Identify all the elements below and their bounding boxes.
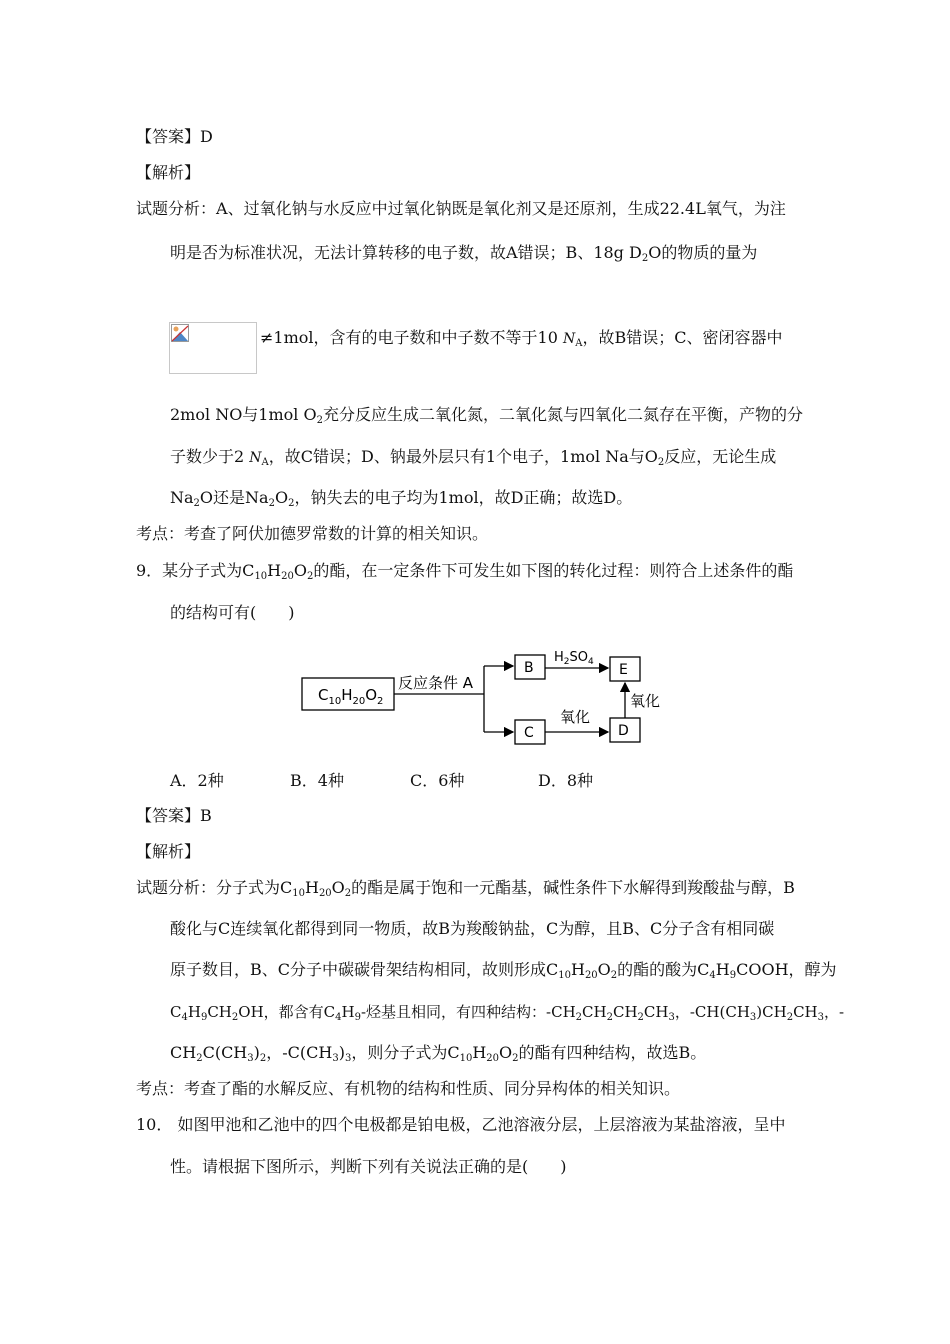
q9-analysis-line-4: $C_4H_9CH_2OH$，都含有$C_4H_9-$烃基且相同，有四种结构：$-CH_2CH_2CH_2CH_3$，$-CH(CH_3)CH_2CH_3$，-: [170, 1003, 845, 1023]
answer-label: 【答案】: [136, 806, 201, 825]
kaodian-q9: 考点：考查了酯的水解反应、有机物的结构和性质、同分异构体的相关知识。: [136, 1079, 681, 1098]
answer-value: B: [200, 806, 212, 825]
broken-image-icon: [171, 324, 189, 342]
answer-line-q8: [136, 127, 213, 147]
q9-stem-line-1: 9．某分子式为$C_{10}H_{20}O_2$的酯，在一定条件下可发生如下图的转化过程：则符合上述条件的酯: [136, 561, 794, 582]
broken-image-placeholder: [169, 322, 257, 374]
reaction-flow-diagram: [296, 638, 676, 750]
ester-formula: $C_{10}H_{20}O_2$: [318, 686, 384, 707]
oxidation-label-1: 氧化: [560, 708, 591, 726]
option-b: B．4种: [290, 771, 344, 790]
analysis-line-5: 子数少于2 $N_A$，故C错误；D、钠最外层只有1个电子，1mol Na与$O_2$反应，无论生成: [170, 447, 777, 468]
q9-analysis-line-1: 试题分析：分子式为$C_{10}H_{20}O_2$的酯是属于饱和一元酯基，碱性条件下水解得到羧酸盐与醇，B: [136, 878, 795, 899]
analysis-line-4: 2mol NO与1mol $O_2$充分反应生成二氧化氮，二氧化氮与四氧化二氮存在平衡，产物的分: [170, 405, 804, 426]
answer-label: 【答案】: [136, 127, 201, 146]
answer-line-q9: [136, 806, 212, 826]
option-c: C．6种: [410, 771, 465, 790]
q10-stem-line-2: 性。请根据下图所示，判断下列有关说法正确的是( ): [170, 1157, 567, 1176]
analysis-label-q8: 【解析】: [136, 163, 201, 182]
condition-label: 反应条件 A: [398, 674, 474, 692]
analysis-line-1: 试题分析：A、过氧化钠与水反应中过氧化钠既是氧化剂又是还原剂，生成22.4L氧气，为注: [136, 199, 786, 218]
acid-label: $H_2SO_4$: [554, 650, 594, 667]
q9-stem-line-2: 的结构可有( ): [170, 603, 295, 622]
oxidation-label-2: 氧化: [630, 692, 661, 710]
analysis-label-q9: 【解析】: [136, 842, 201, 861]
label-D: D: [618, 723, 629, 739]
label-B: B: [524, 660, 534, 676]
option-d: D．8种: [538, 771, 594, 790]
kaodian-q8: 考点：考查了阿伏加德罗常数的计算的相关知识。: [136, 524, 489, 543]
label-C: C: [524, 725, 534, 741]
q9-analysis-line-2: 酸化与C连续氧化都得到同一物质，故B为羧酸钠盐，C为醇，且B、C分子含有相同碳: [170, 919, 775, 938]
q9-analysis-line-5: $CH_2C(CH_3)_2$，$-C(CH_3)_3$，则分子式为$C_{10}H_{20}O_2$的酯有四种结构，故选B。: [170, 1043, 707, 1064]
analysis-line-2: 明是否为标准状况，无法计算转移的电子数，故A错误；B、18g $D_2O$的物质的量为: [170, 243, 758, 264]
option-a: A．2种: [170, 771, 224, 790]
answer-value: D: [200, 127, 213, 146]
analysis-line-6: $Na_2O$还是$Na_2O_2$，钠失去的电子均为1mol，故D正确；故选D。: [170, 488, 633, 509]
q10-stem-line-1: 10． 如图甲池和乙池中的四个电极都是铂电极，乙池溶液分层，上层溶液为某盐溶液，呈中: [136, 1115, 786, 1134]
analysis-line-3: ≠1mol，含有的电子数和中子数不等于10 $N_A$，故B错误；C、密闭容器中: [260, 328, 783, 349]
q9-analysis-line-3: 原子数目，B、C分子中碳碳骨架结构相同，故则形成$C_{10}H_{20}O_2$的酯的酸为$C_4H_9COOH$，醇为: [170, 960, 837, 981]
label-E: E: [619, 662, 628, 678]
